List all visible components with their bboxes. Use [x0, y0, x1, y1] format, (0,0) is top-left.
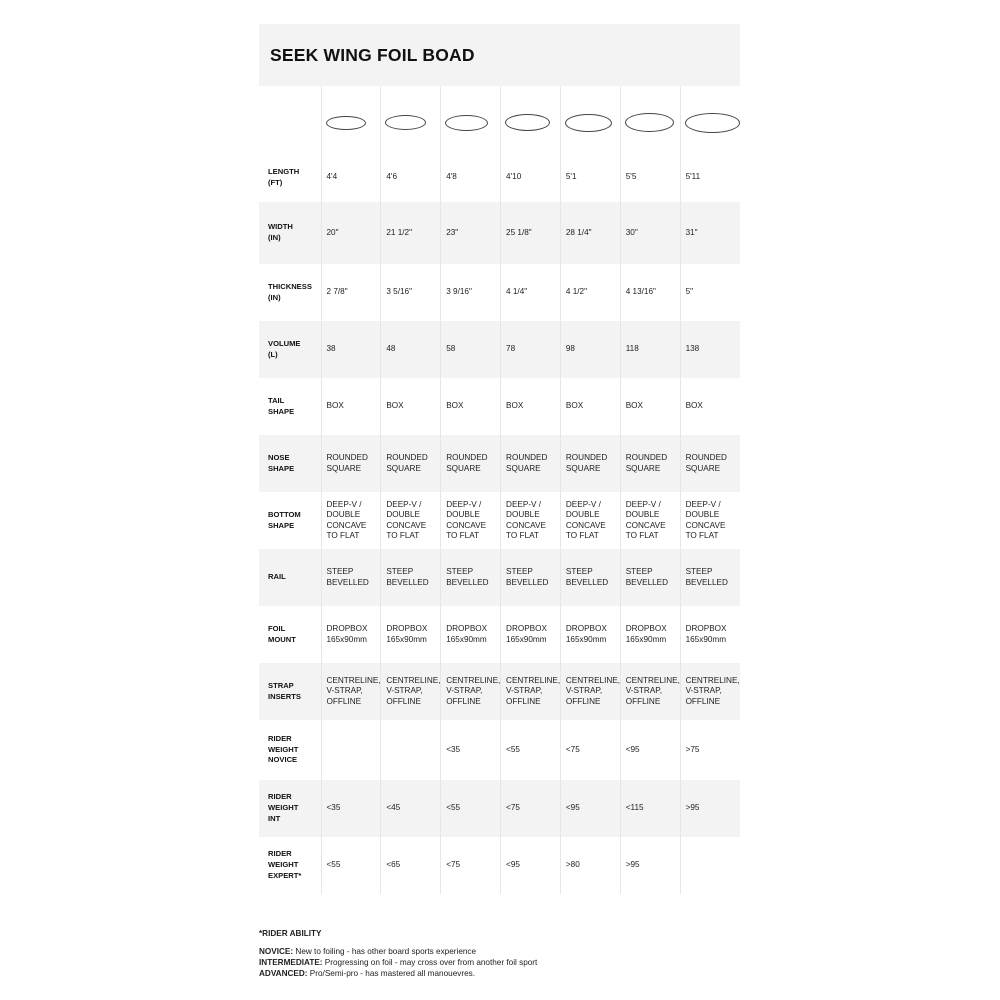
board-cell — [620, 86, 680, 153]
table-cell: 4'4 — [321, 153, 381, 202]
table-cell: 5" — [680, 264, 740, 321]
table-row — [259, 663, 740, 720]
table-cell: ROUNDED SQUARE — [680, 435, 740, 492]
note-term: INTERMEDIATE: — [259, 958, 323, 967]
table-row — [259, 264, 740, 321]
row-label: RIDER WEIGHT INT — [259, 780, 321, 837]
row-label: RIDER WEIGHT NOVICE — [268, 733, 299, 765]
row-label: RIDER WEIGHT EXPERT* — [268, 849, 302, 880]
table-cell: <95 — [620, 720, 680, 780]
row-label: THICKNESS (IN) — [268, 281, 312, 302]
table-cell: ROUNDED SQUARE — [620, 435, 680, 492]
table-cell — [381, 720, 441, 780]
row-label: VOLUME (L) — [259, 321, 321, 378]
table-cell: STEEP BEVELLED — [381, 549, 441, 606]
table-cell: CENTRELINE, V-STRAP, OFFLINE — [321, 663, 381, 720]
table-cell: <115 — [620, 780, 680, 837]
board-outline-icon — [625, 113, 674, 132]
table-cell: <95 — [501, 837, 561, 894]
table-cell: STEEP BEVELLED — [501, 549, 561, 606]
table-cell: ROUNDED SQUARE — [441, 435, 501, 492]
note-text: Pro/Semi-pro - has mastered all manouevres. — [307, 969, 475, 978]
board-outline-icon — [685, 113, 740, 133]
table-cell: 30" — [620, 202, 680, 264]
notes-heading: *RIDER ABILITY — [259, 929, 322, 938]
table-cell: 3 5/16" — [381, 264, 441, 321]
table-cell: BOX — [381, 378, 441, 435]
table-cell: 31" — [680, 202, 740, 264]
board-cell — [321, 86, 381, 153]
page-title: SEEK WING FOIL BOAD — [270, 44, 475, 65]
table-cell: DEEP-V / DOUBLE CONCAVE TO FLAT — [381, 492, 441, 549]
table-cell: BOX — [501, 378, 561, 435]
table-cell: DEEP-V / DOUBLE CONCAVE TO FLAT — [501, 492, 561, 549]
table-cell: STEEP BEVELLED — [620, 549, 680, 606]
table-cell: STEEP BEVELLED — [321, 549, 381, 606]
notes-list — [259, 946, 740, 979]
row-label: BOTTOM SHAPE — [268, 509, 301, 530]
table-cell: DROPBOX 165x90mm — [441, 606, 501, 663]
row-label: RAIL — [259, 549, 321, 606]
table-cell: 4'6 — [381, 153, 441, 202]
table-cell: >75 — [680, 720, 740, 780]
table-cell: DEEP-V / DOUBLE CONCAVE TO FLAT — [441, 492, 501, 549]
table-cell: 98 — [560, 321, 620, 378]
table-cell: ROUNDED SQUARE — [501, 435, 561, 492]
table-row — [259, 321, 740, 378]
table-cell: STEEP BEVELLED — [441, 549, 501, 606]
note-item — [259, 968, 740, 979]
table-cell: CENTRELINE, V-STRAP, OFFLINE — [381, 663, 441, 720]
table-cell: 4 1/2" — [560, 264, 620, 321]
table-cell: <45 — [381, 780, 441, 837]
table-cell: 38 — [321, 321, 381, 378]
table-cell: DROPBOX 165x90mm — [381, 606, 441, 663]
table-cell: 58 — [441, 321, 501, 378]
table-row — [259, 435, 740, 492]
table-cell: 20" — [321, 202, 381, 264]
table-cell: BOX — [441, 378, 501, 435]
row-label: STRAP INSERTS — [259, 663, 321, 720]
row-label: NOSE SHAPE — [259, 435, 321, 492]
table-cell: BOX — [321, 378, 381, 435]
note-term: ADVANCED: — [259, 969, 308, 978]
table-row — [259, 549, 740, 606]
table-cell: <95 — [560, 780, 620, 837]
table-cell: BOX — [560, 378, 620, 435]
table-cell: 28 1/4" — [560, 202, 620, 264]
board-outline-icon — [565, 114, 612, 132]
table-cell: DROPBOX 165x90mm — [501, 606, 561, 663]
table-cell — [680, 837, 740, 894]
table-row — [259, 378, 740, 435]
table-cell: CENTRELINE, V-STRAP, OFFLINE — [620, 663, 680, 720]
table-row — [259, 720, 740, 780]
rider-ability-notes — [259, 928, 740, 979]
board-outline-row — [259, 86, 740, 153]
row-label: LENGTH (FT) — [268, 166, 300, 187]
table-cell: STEEP BEVELLED — [680, 549, 740, 606]
note-item — [259, 946, 740, 957]
table-cell: >80 — [560, 837, 620, 894]
board-cell — [441, 86, 501, 153]
table-cell: DROPBOX 165x90mm — [560, 606, 620, 663]
table-cell: 25 1/8" — [501, 202, 561, 264]
board-cell — [560, 86, 620, 153]
table-cell: 48 — [381, 321, 441, 378]
table-cell: 5'11 — [680, 153, 740, 202]
board-outline-icon — [445, 115, 488, 131]
table-cell: 5'5 — [620, 153, 680, 202]
table-cell: CENTRELINE, V-STRAP, OFFLINE — [680, 663, 740, 720]
spec-sheet — [259, 24, 740, 894]
table-row — [259, 837, 740, 894]
table-cell: 3 9/16" — [441, 264, 501, 321]
table-cell: <35 — [441, 720, 501, 780]
note-text: New to foiling - has other board sports experience — [293, 947, 477, 956]
table-cell: 78 — [501, 321, 561, 378]
board-cell — [680, 86, 740, 153]
table-cell: 4'10 — [501, 153, 561, 202]
table-cell: <55 — [321, 837, 381, 894]
table-cell: 138 — [680, 321, 740, 378]
table-cell: CENTRELINE, V-STRAP, OFFLINE — [560, 663, 620, 720]
table-cell: <55 — [501, 720, 561, 780]
note-text: Progressing on foil - may cross over from another foil sport — [322, 958, 538, 967]
table-row — [259, 153, 740, 202]
table-cell: 4'8 — [441, 153, 501, 202]
table-row — [259, 202, 740, 264]
table-cell: 4 1/4" — [501, 264, 561, 321]
table-cell: 2 7/8" — [321, 264, 381, 321]
spec-table — [259, 86, 740, 894]
board-cell — [381, 86, 441, 153]
note-item — [259, 957, 740, 968]
table-cell: 118 — [620, 321, 680, 378]
table-cell: ROUNDED SQUARE — [321, 435, 381, 492]
table-cell: DEEP-V / DOUBLE CONCAVE TO FLAT — [321, 492, 381, 549]
table-cell: 23" — [441, 202, 501, 264]
board-outline-icon — [505, 114, 550, 131]
table-cell: <65 — [381, 837, 441, 894]
table-cell: <75 — [560, 720, 620, 780]
table-cell: 4 13/16" — [620, 264, 680, 321]
table-cell: <35 — [321, 780, 381, 837]
table-cell: DROPBOX 165x90mm — [680, 606, 740, 663]
table-cell: <55 — [441, 780, 501, 837]
table-cell: CENTRELINE, V-STRAP, OFFLINE — [441, 663, 501, 720]
board-cell — [501, 86, 561, 153]
table-cell: DROPBOX 165x90mm — [620, 606, 680, 663]
table-cell: CENTRELINE, V-STRAP, OFFLINE — [501, 663, 561, 720]
table-cell: ROUNDED SQUARE — [560, 435, 620, 492]
table-cell: >95 — [620, 837, 680, 894]
row-label: FOIL MOUNT — [268, 623, 296, 644]
table-cell: <75 — [441, 837, 501, 894]
table-cell: 21 1/2" — [381, 202, 441, 264]
table-row — [259, 606, 740, 663]
row-label: TAIL SHAPE — [268, 395, 295, 416]
table-cell: BOX — [680, 378, 740, 435]
table-cell: >95 — [680, 780, 740, 837]
table-cell: <75 — [501, 780, 561, 837]
table-cell: ROUNDED SQUARE — [381, 435, 441, 492]
table-row — [259, 780, 740, 837]
table-cell: DEEP-V / DOUBLE CONCAVE TO FLAT — [560, 492, 620, 549]
spec-table-body — [259, 86, 740, 894]
table-cell — [321, 720, 381, 780]
table-row — [259, 492, 740, 549]
table-cell: STEEP BEVELLED — [560, 549, 620, 606]
row-label: WIDTH (IN) — [259, 202, 321, 264]
table-cell: BOX — [620, 378, 680, 435]
board-outline-icon — [385, 115, 426, 130]
table-cell: DEEP-V / DOUBLE CONCAVE TO FLAT — [620, 492, 680, 549]
table-cell: DEEP-V / DOUBLE CONCAVE TO FLAT — [680, 492, 740, 549]
board-outline-icon — [326, 116, 366, 130]
row-label — [259, 86, 321, 153]
table-cell: 5'1 — [560, 153, 620, 202]
note-term: NOVICE: — [259, 947, 294, 956]
title-bar — [259, 24, 740, 86]
table-cell: DROPBOX 165x90mm — [321, 606, 381, 663]
